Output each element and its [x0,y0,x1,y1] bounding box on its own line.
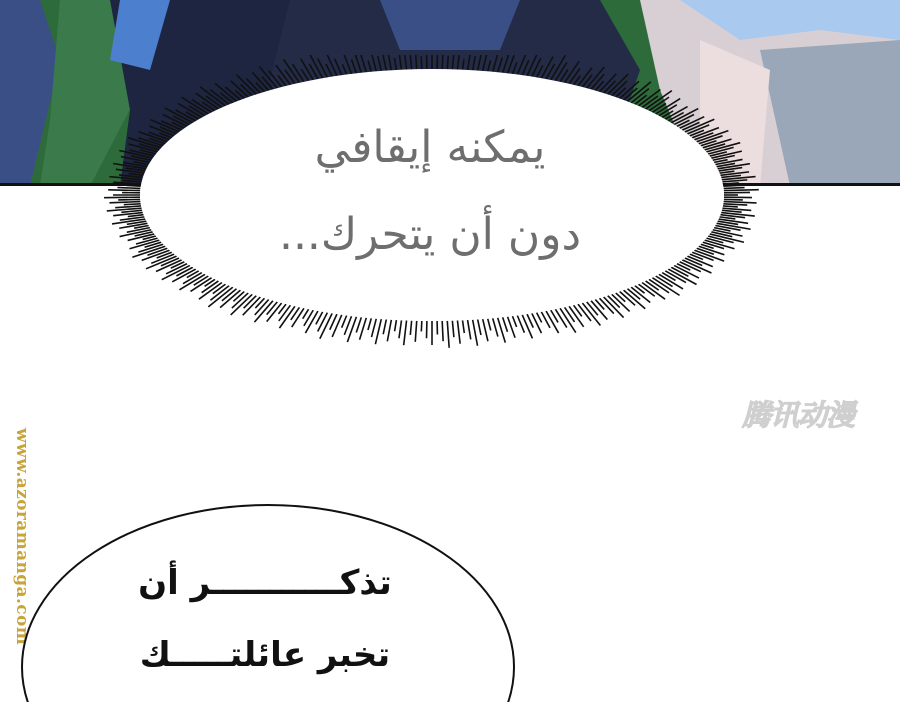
burst-spike [478,319,481,335]
burst-spike [638,89,660,105]
burst-spike [128,215,144,217]
burst-spike [463,320,465,333]
burst-spike [608,74,628,94]
burst-spike [437,55,438,69]
burst-spike [410,321,411,335]
burst-spike [186,112,199,119]
burst-spike [279,305,291,321]
burst-spike [327,55,337,76]
burst-spike [720,217,736,219]
burst-spike [442,321,443,341]
burst-spike [129,174,144,176]
burst-spike [473,320,478,346]
burst-spike [468,55,471,70]
burst-spike [473,56,476,70]
burst-spike [387,320,391,342]
burst-spike [267,302,278,315]
burst-spike [721,175,741,177]
burst-spike [381,55,386,71]
burst-spike [202,102,215,111]
burst-spike [541,57,553,79]
burst-spike [375,319,381,344]
site-watermark-text: www.azoramanga.com [12,428,32,645]
burst-spike [394,58,396,70]
burst-spike [426,55,427,69]
burst-spike [493,318,498,336]
burst-spike [342,315,347,327]
burst-spike [303,309,309,319]
burst-spike [231,294,253,315]
burst-spike [285,70,295,84]
burst-spike [724,202,757,203]
burst-spike [415,321,416,342]
burst-spike [616,88,626,97]
burst-spike [457,321,460,344]
burst-spike [722,210,742,212]
burst-spike [447,56,448,69]
burst-spike [656,99,681,114]
burst-spike [395,320,397,331]
burst-spike [388,55,391,70]
thought-bubble-line-2: دون أن يتحرك... [210,213,650,257]
burst-spike [713,156,735,161]
burst-spike [468,320,471,339]
burst-spike [532,313,542,333]
burst-spike [318,313,328,332]
burst-spike [347,317,356,342]
burst-spike [383,319,386,334]
burst-spike [368,318,371,330]
burst-spike [457,55,459,69]
burst-spike [537,313,542,323]
speech-bubble-line-2: تخبر عائلتـــــك [120,638,410,672]
burst-spike [569,69,580,84]
burst-spike [722,180,747,182]
burst-spike [117,188,140,189]
burst-spike [404,321,407,346]
burst-spike [483,55,487,71]
burst-spike [555,309,566,327]
burst-spike [318,58,328,77]
burst-spike [118,199,140,200]
burst-spike [293,64,304,82]
burst-spike [149,138,165,143]
burst-spike [109,202,140,203]
burst-spike [463,59,464,69]
burst-spike [378,56,381,71]
burst-spike [121,210,142,212]
burst-spike [262,77,273,90]
burst-spike [157,252,172,258]
burst-spike [690,130,704,136]
burst-spike [368,61,371,72]
burst-spike [236,75,256,95]
burst-spike [587,302,598,315]
speech-bubble-line-1: تذكـــــــــــر أن [120,566,410,600]
burst-spike [405,55,407,69]
burst-spike [115,206,141,208]
burst-spike [517,55,526,75]
burst-spike [503,317,508,332]
burst-spike [398,55,401,70]
burst-spike [372,319,377,337]
burst-spike [326,64,332,77]
burst-spike [127,185,141,186]
burst-spike [399,320,402,338]
burst-spike [215,84,236,102]
burst-spike [172,122,185,128]
burst-spike [582,75,592,87]
burst-spike [723,206,738,207]
burst-spike [196,93,219,109]
burst-spike [409,55,411,69]
burst-spike [512,316,516,327]
burst-spike [241,84,253,95]
burst-spike [171,262,185,268]
burst-spike [642,283,665,300]
burst-spike [452,55,454,69]
burst-spike [151,120,180,132]
burst-spike [723,183,739,184]
burst-spike [498,58,502,73]
burst-spike [723,204,747,205]
burst-spike [332,315,342,337]
burst-spike [113,182,141,184]
burst-spike [178,104,202,118]
burst-spike [343,64,347,74]
burst-spike [522,315,532,339]
burst-spike [221,93,233,103]
burst-spike [608,296,620,308]
burst-spike [724,188,745,189]
burst-spike [320,313,332,338]
burst-spike [720,171,735,173]
burst-spike [723,185,753,187]
burst-spike [292,308,304,327]
burst-spike [488,60,491,71]
burst-spike [415,55,416,69]
burst-spike [371,55,377,71]
burst-spike [452,321,454,337]
burst-spike [123,180,142,181]
burst-spike [483,319,488,341]
burst-spike [187,271,199,278]
thought-bubble-line-1: يمكنه إيقافي [210,126,650,170]
burst-spike [478,55,483,71]
burst-spike [604,297,624,318]
burst-spike [447,321,449,348]
burst-spike [108,190,140,191]
burst-spike [512,62,516,74]
publisher-watermark: 腾讯动漫 [742,393,882,429]
burst-spike [659,274,683,289]
burst-spike [555,62,566,80]
burst-spike [421,56,422,69]
burst-spike [304,310,313,326]
burst-spike [356,317,361,332]
burst-spike [361,55,366,72]
burst-spike [442,55,443,69]
burst-spike [677,264,690,271]
burst-spike [565,307,575,322]
burst-spike [352,60,357,74]
burst-spike [488,319,491,331]
burst-spike [604,81,616,93]
burst-spike [724,190,759,191]
burst-spike [124,204,141,205]
burst-spike [233,292,244,302]
burst-spike [503,55,511,73]
burst-spike [635,95,647,104]
burst-spike [537,65,543,77]
burst-spike [624,290,646,309]
burst-spike [677,120,690,126]
burst-spike [199,283,222,300]
